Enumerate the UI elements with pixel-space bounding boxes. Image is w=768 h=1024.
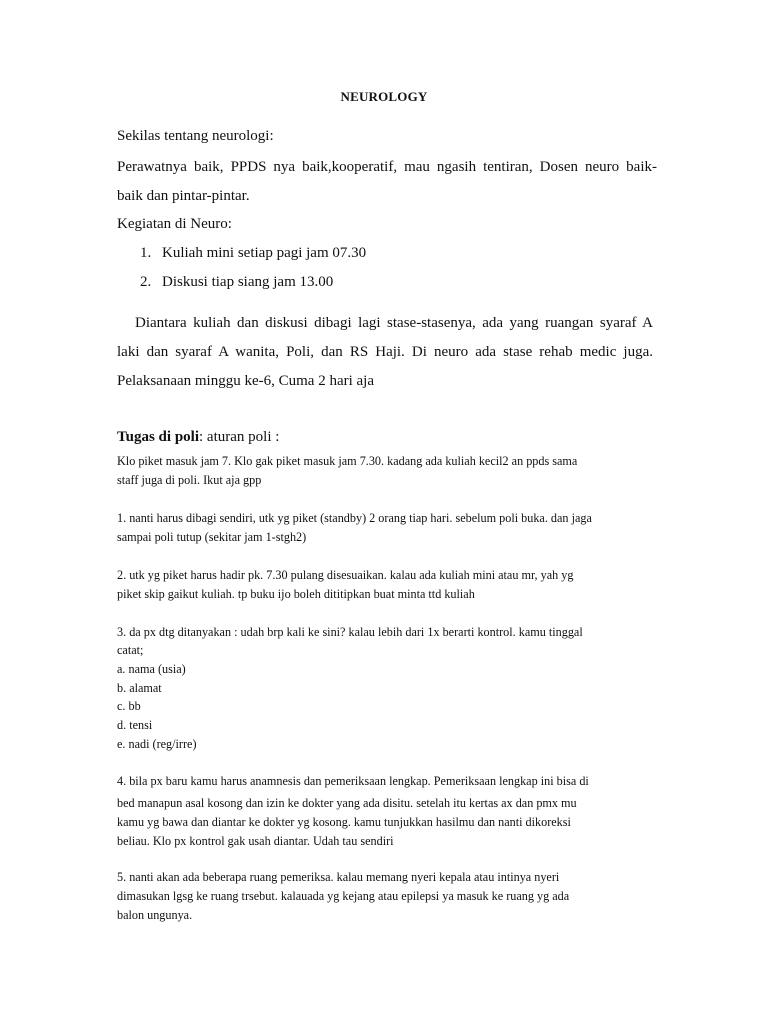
poli-line: piket skip gaikut kuliah. tp buku ijo boleh dititipkan buat minta ttd kuliah [117,587,475,601]
poli-line: 5. nanti akan ada beberapa ruang pemeriksa. kalau memang nyeri kepala atau intinya nyeri [117,870,560,884]
paragraph-line-1: Diantara kuliah dan diskusi dibagi lagi stase-stasenya, ada yang ruangan syaraf A [135,315,653,331]
poli-line: catat; [117,643,144,657]
poli-heading-rest: : aturan poli : [199,429,280,445]
poli-line: b. alamat [117,681,162,695]
activity-item-1 [140,245,540,262]
poli-line: Klo piket masuk jam 7. Klo gak piket masuk jam 7.30. kadang ada kuliah kecil2 an ppds sama [117,454,578,468]
list-text: Diskusi tiap siang jam 13.00 [162,274,334,290]
list-text: Kuliah mini setiap pagi jam 07.30 [162,245,367,261]
poli-line: e. nadi (reg/irre) [117,737,197,751]
poli-heading-bold: Tugas di poli [117,429,199,445]
intro-line-1: Perawatnya baik, PPDS nya baik,kooperatif, mau ngasih tentiran, Dosen neuro baik- [117,159,657,175]
list-number: 2. [140,274,152,290]
poli-line: 1. nanti harus dibagi sendiri, utk yg piket (standby) 2 orang tiap hari. sebelum poli buka. dan jaga [117,511,592,525]
poli-line: c. bb [117,699,141,713]
poli-heading [117,429,657,446]
intro-heading: Sekilas tentang neurologi: [117,128,274,144]
poli-line: d. tensi [117,718,153,732]
paragraph-line-2: laki dan syaraf A wanita, Poli, dan RS Haji. Di neuro ada stase rehab medic juga. [117,344,653,360]
poli-line: 3. da px dtg ditanyakan : udah brp kali ke sini? kalau lebih dari 1x berarti kontrol. kamu tinggal [117,625,583,639]
poli-line: staff juga di poli. Ikut aja gpp [117,473,262,487]
poli-line: dimasukan lgsg ke ruang trsebut. kalauada yg kejang atau epilepsi ya masuk ke ruang yg ada [117,889,570,903]
poli-line: bed manapun asal kosong dan izin ke dokter yang ada disitu. setelah itu kertas ax dan pmx mu [117,796,577,810]
poli-line: 4. bila px baru kamu harus anamnesis dan pemeriksaan lengkap. Pemeriksaan lengkap ini bisa di [117,774,589,788]
page-title: NEUROLOGY [340,89,428,104]
poli-line: a. nama (usia) [117,662,186,676]
list-number: 1. [140,245,152,261]
poli-line: sampai poli tutup (sekitar jam 1-stgh2) [117,530,307,544]
intro-line-2: baik dan pintar-pintar. [117,188,250,204]
activities-heading: Kegiatan di Neuro: [117,216,232,232]
paragraph-line-3: Pelaksanaan minggu ke-6, Cuma 2 hari aja [117,373,375,389]
activity-item-2 [140,274,540,291]
poli-line: 2. utk yg piket harus hadir pk. 7.30 pulang disesuaikan. kalau ada kuliah mini atau mr, yah yg [117,568,574,582]
poli-line: kamu yg bawa dan diantar ke dokter yg kosong. kamu tunjukkan hasilmu dan nanti dikoreksi [117,815,571,829]
poli-line: beliau. Klo px kontrol gak usah diantar. Udah tau sendiri [117,834,394,848]
poli-line: balon ungunya. [117,908,193,922]
